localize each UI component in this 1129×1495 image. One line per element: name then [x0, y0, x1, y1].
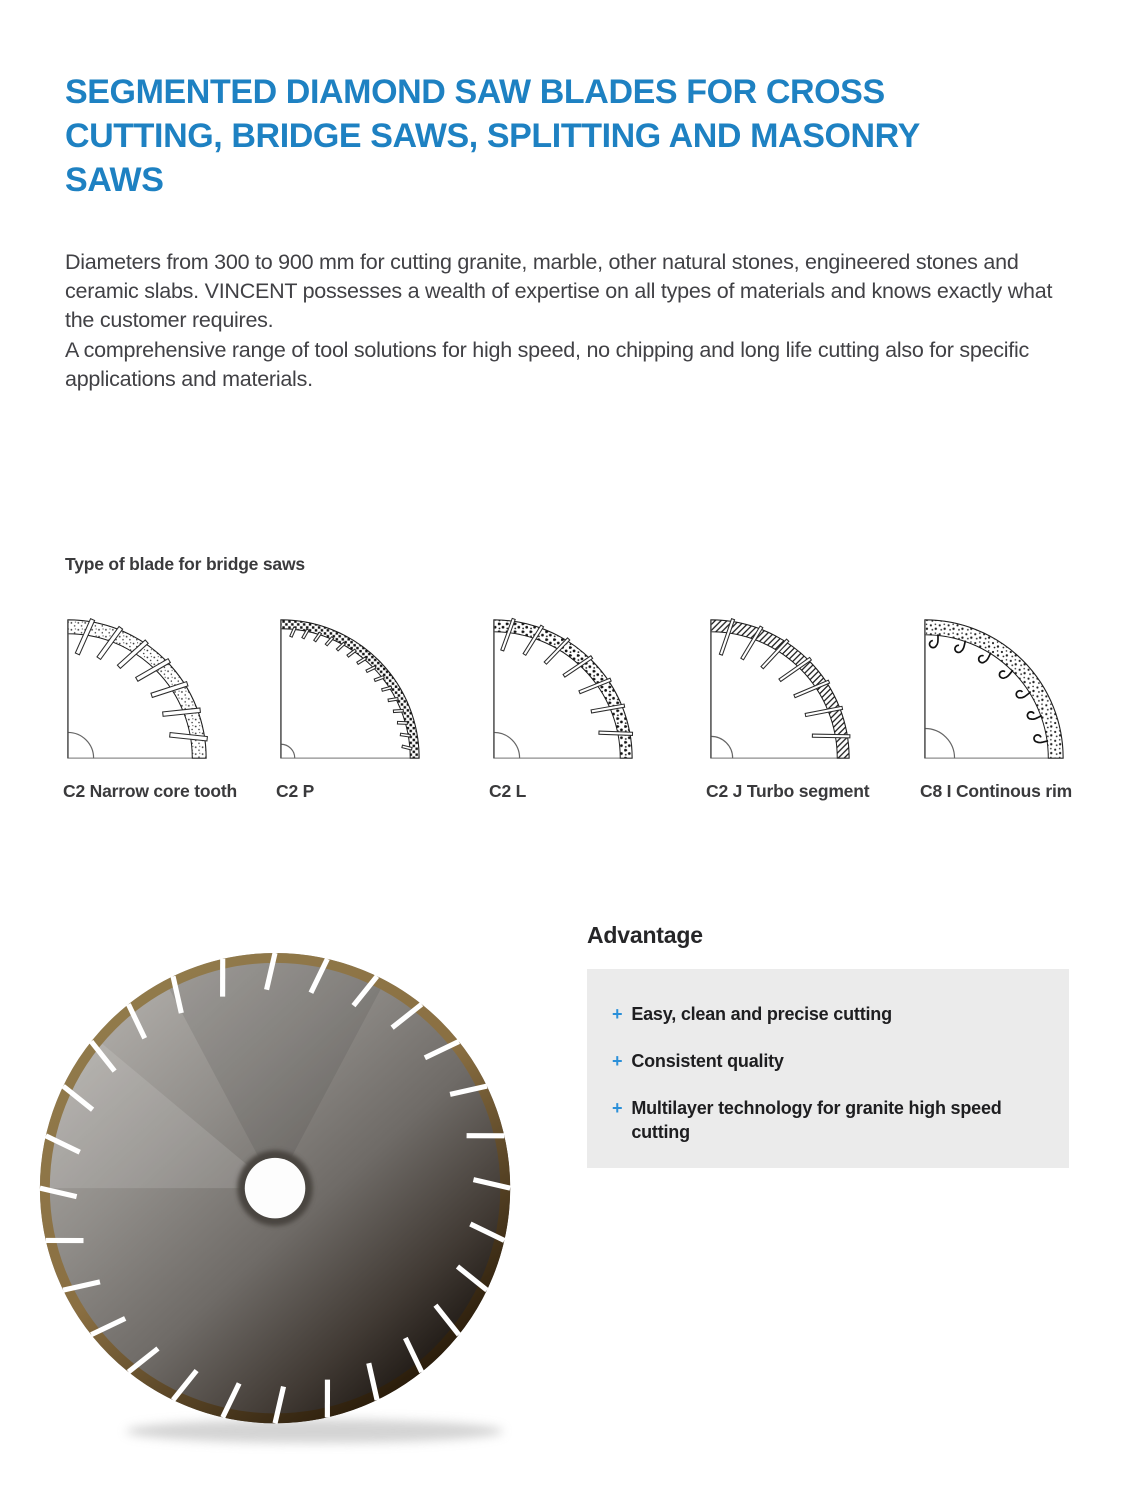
advantage-item — [612, 1002, 1031, 1026]
intro-text-1: Diameters from 300 to 900 mm for cutting granite, marble, other natural stones, engineered stones and ceramic slabs. VINCENT possesses a wealth of expertise on all types of materials and knows exactly what the customer requires. — [65, 250, 1053, 333]
advantage-item — [612, 1049, 1031, 1073]
plus-bullet-icon: + — [612, 1098, 623, 1118]
advantage-section — [587, 922, 1069, 1168]
plus-bullet-icon: + — [612, 1004, 623, 1024]
advantage-box — [587, 969, 1069, 1168]
plus-bullet-icon: + — [612, 1051, 623, 1071]
product-photo — [27, 948, 533, 1458]
advantage-item-text: Consistent quality — [631, 1051, 784, 1071]
blade-type-label: C8 I Continous rim — [920, 781, 1072, 802]
blade-type-c2-p — [276, 613, 436, 802]
advantage-item-text: Easy, clean and precise cutting — [631, 1004, 892, 1024]
quarter-blade-diagram-icon — [920, 613, 1070, 765]
blade-type-c8-i-continuous-rim — [920, 613, 1080, 802]
blade-type-label: C2 L — [489, 781, 527, 802]
quarter-blade-diagram-icon — [276, 613, 426, 765]
saw-blade-photo-image — [27, 948, 533, 1458]
advantage-item — [612, 1096, 1031, 1144]
quarter-blade-diagram-icon — [489, 613, 639, 765]
intro-text-2: A comprehensive range of tool solutions for high speed, no chipping and long life cutting also for specific applications and materials. — [65, 337, 1030, 391]
blade-types-section-label: Type of blade for bridge saws — [65, 554, 305, 575]
page-title-line-1: SEGMENTED DIAMOND SAW BLADES FOR CROSS — [65, 73, 885, 111]
blade-type-c2-narrow-core-tooth — [63, 613, 237, 802]
blade-type-label: C2 J Turbo segment — [706, 781, 870, 802]
quarter-blade-diagram-icon — [63, 613, 213, 765]
blade-type-label: C2 P — [276, 781, 315, 802]
blade-type-c2-l — [489, 613, 649, 802]
page-title — [65, 70, 1040, 202]
advantage-list — [612, 1002, 1031, 1144]
blade-type-label: C2 Narrow core tooth — [63, 781, 237, 802]
page-title-line-2: CUTTING, BRIDGE SAWS, SPLITTING AND MASONRY — [65, 117, 920, 155]
quarter-blade-diagram-icon — [706, 613, 856, 765]
advantage-title: Advantage — [587, 922, 703, 948]
intro-paragraph — [65, 248, 1073, 394]
page-title-line-3: SAWS — [65, 161, 164, 199]
blade-type-c2-j-turbo-segment — [706, 613, 870, 802]
advantage-item-text: Multilayer technology for granite high speed cutting — [631, 1098, 1002, 1142]
blade-types-row — [0, 613, 1129, 823]
